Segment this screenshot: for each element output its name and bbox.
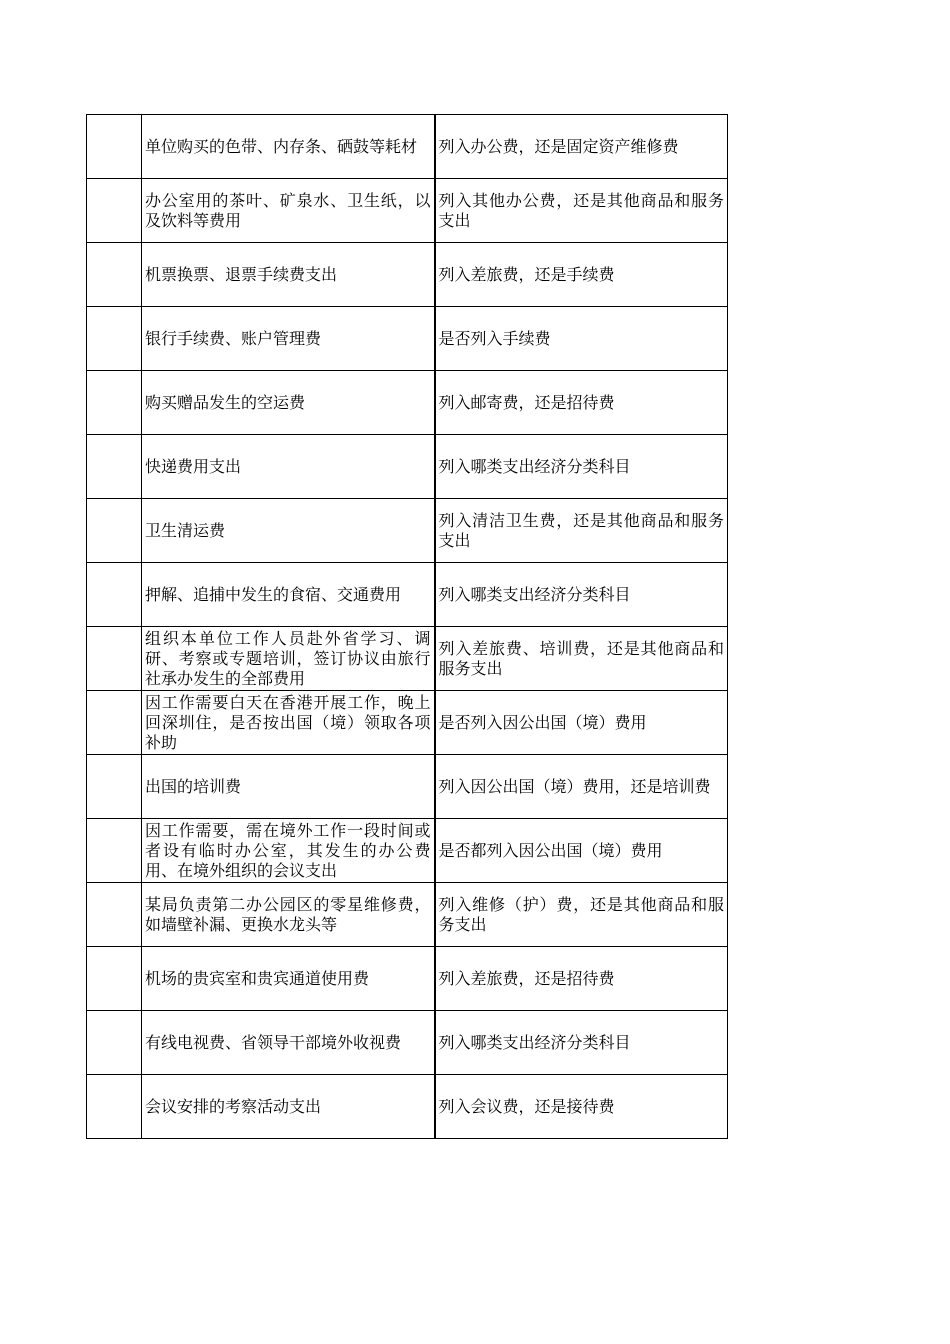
row-index-cell: [87, 883, 142, 947]
classification-question-cell: [435, 819, 728, 883]
classification-question-text: 列入哪类支出经济分类科目: [438, 456, 631, 476]
classification-question-cell: [435, 1011, 728, 1075]
expense-item-cell: [142, 499, 435, 563]
classification-question-cell: [435, 499, 728, 563]
expense-item-cell: [142, 1075, 435, 1139]
classification-question-cell: [435, 627, 728, 691]
expense-item-text: 有线电视费、省领导干部境外收视费: [145, 1032, 402, 1052]
classification-question-cell: [435, 883, 728, 947]
row-index-cell: [87, 243, 142, 307]
table-row: [87, 115, 728, 179]
expense-item-cell: [142, 755, 435, 819]
expense-item-text: 因工作需要，需在境外工作一段时间或者设有临时办公室，其发生的办公费用、在境外组织的会议支出: [145, 820, 431, 880]
table-row: [87, 819, 728, 883]
expense-item-cell: [142, 627, 435, 691]
classification-question-text: 列入邮寄费，还是招待费: [438, 392, 615, 412]
classification-question-cell: [435, 1075, 728, 1139]
expense-item-text: 押解、追捕中发生的食宿、交通费用: [145, 584, 402, 604]
row-index-cell: [87, 1075, 142, 1139]
classification-question-cell: [435, 755, 728, 819]
expense-item-text: 组织本单位工作人员赴外省学习、调研、考察或专题培训，签订协议由旅行社承办发生的全部费用: [145, 628, 431, 688]
row-index-cell: [87, 435, 142, 499]
classification-question-text: 列入因公出国（境）费用，还是培训费: [438, 776, 711, 796]
classification-question-text: 列入哪类支出经济分类科目: [438, 1032, 631, 1052]
row-index-cell: [87, 819, 142, 883]
classification-question-cell: [435, 243, 728, 307]
expense-item-cell: [142, 563, 435, 627]
expense-item-text: 出国的培训费: [145, 776, 242, 796]
expense-item-cell: [142, 947, 435, 1011]
expense-item-text: 单位购买的色带、内存条、硒鼓等耗材: [145, 136, 418, 156]
classification-question-cell: [435, 307, 728, 371]
expense-item-text: 办公室用的茶叶、矿泉水、卫生纸，以及饮料等费用: [145, 190, 431, 230]
classification-question-text: 列入清洁卫生费，还是其他商品和服务支出: [438, 510, 724, 550]
expense-item-cell: [142, 819, 435, 883]
table-row: [87, 435, 728, 499]
expense-item-text: 购买赠品发生的空运费: [145, 392, 306, 412]
table-row: [87, 755, 728, 819]
row-index-cell: [87, 691, 142, 755]
classification-question-cell: [435, 371, 728, 435]
classification-question-cell: [435, 691, 728, 755]
classification-question-text: 列入办公费，还是固定资产维修费: [438, 136, 679, 156]
table-row: [87, 883, 728, 947]
expense-item-cell: [142, 371, 435, 435]
row-index-cell: [87, 115, 142, 179]
expense-item-cell: [142, 691, 435, 755]
classification-question-text: 列入维修（护）费，还是其他商品和服务支出: [438, 894, 724, 934]
table-row: [87, 179, 728, 243]
table-row: [87, 499, 728, 563]
classification-question-cell: [435, 115, 728, 179]
row-index-cell: [87, 755, 142, 819]
classification-question-cell: [435, 179, 728, 243]
expense-item-text: 卫生清运费: [145, 520, 226, 540]
classification-question-text: 是否列入手续费: [438, 328, 551, 348]
expense-item-text: 某局负责第二办公园区的零星维修费，如墙壁补漏、更换水龙头等: [145, 894, 431, 934]
table-row: [87, 947, 728, 1011]
row-index-cell: [87, 307, 142, 371]
row-index-cell: [87, 1011, 142, 1075]
row-index-cell: [87, 499, 142, 563]
classification-question-text: 是否都列入因公出国（境）费用: [438, 840, 663, 860]
classification-question-text: 列入差旅费、培训费，还是其他商品和服务支出: [438, 638, 724, 678]
expense-item-cell: [142, 883, 435, 947]
expense-item-cell: [142, 435, 435, 499]
table-row: [87, 307, 728, 371]
expense-item-cell: [142, 307, 435, 371]
table-row: [87, 627, 728, 691]
row-index-cell: [87, 627, 142, 691]
classification-question-cell: [435, 563, 728, 627]
row-index-cell: [87, 947, 142, 1011]
classification-question-text: 列入哪类支出经济分类科目: [438, 584, 631, 604]
expense-item-text: 会议安排的考察活动支出: [145, 1096, 322, 1116]
table-row: [87, 1011, 728, 1075]
table-row: [87, 243, 728, 307]
table-row: [87, 691, 728, 755]
table-body: [87, 115, 728, 1139]
expense-item-text: 因工作需要白天在香港开展工作，晚上回深圳住，是否按出国（境）领取各项补助: [145, 692, 431, 752]
classification-question-cell: [435, 435, 728, 499]
table-row: [87, 563, 728, 627]
expense-item-cell: [142, 115, 435, 179]
expense-item-text: 快递费用支出: [145, 456, 242, 476]
expense-item-cell: [142, 1011, 435, 1075]
expense-classification-table: [86, 114, 728, 1139]
row-index-cell: [87, 371, 142, 435]
row-index-cell: [87, 563, 142, 627]
table-row: [87, 1075, 728, 1139]
classification-question-cell: [435, 947, 728, 1011]
classification-question-text: 列入会议费，还是接待费: [438, 1096, 615, 1116]
classification-question-text: 列入差旅费，还是手续费: [438, 264, 615, 284]
classification-question-text: 列入其他办公费，还是其他商品和服务支出: [438, 190, 724, 230]
row-index-cell: [87, 179, 142, 243]
expense-item-cell: [142, 243, 435, 307]
expense-item-text: 银行手续费、账户管理费: [145, 328, 322, 348]
expense-item-text: 机场的贵宾室和贵宾通道使用费: [145, 968, 370, 988]
table-row: [87, 371, 728, 435]
classification-question-text: 列入差旅费，还是招待费: [438, 968, 615, 988]
classification-question-text: 是否列入因公出国（境）费用: [438, 712, 647, 732]
expense-item-text: 机票换票、退票手续费支出: [145, 264, 338, 284]
expense-item-cell: [142, 179, 435, 243]
